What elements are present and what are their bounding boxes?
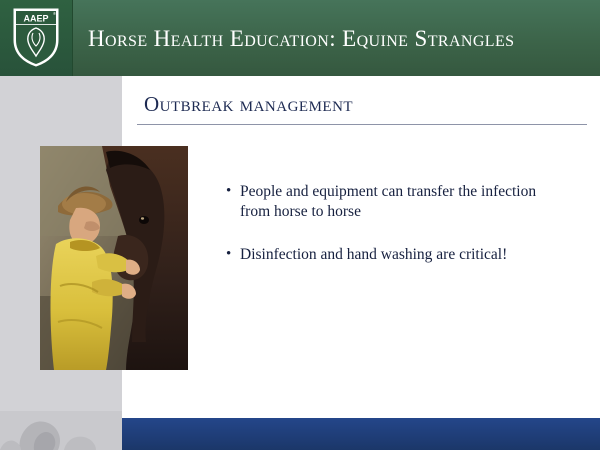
bullet-marker-icon: • [226, 183, 232, 199]
bullet-marker-icon: • [226, 245, 232, 262]
list-item [226, 245, 542, 265]
list-item [226, 182, 542, 223]
svg-text:AAEP: AAEP [23, 13, 49, 24]
footer-accent-bar [122, 418, 600, 450]
svg-text:®: ® [53, 11, 56, 16]
person-with-horse-photo [40, 146, 188, 370]
header-title: Horse Health Education: Equine Strangles [88, 26, 515, 51]
aaep-shield-icon [12, 6, 60, 68]
header-bar [0, 0, 600, 76]
list-item-text: Disinfection and hand washing are critical! [240, 245, 508, 263]
footer-decorative-image [0, 411, 122, 450]
list-item-text: People and equipment can transfer the infection from horse to horse [240, 183, 537, 221]
title-divider [137, 124, 587, 125]
page-title: Outbreak management [144, 92, 354, 116]
bullet-list [226, 182, 542, 287]
aaep-logo-block [0, 0, 73, 76]
